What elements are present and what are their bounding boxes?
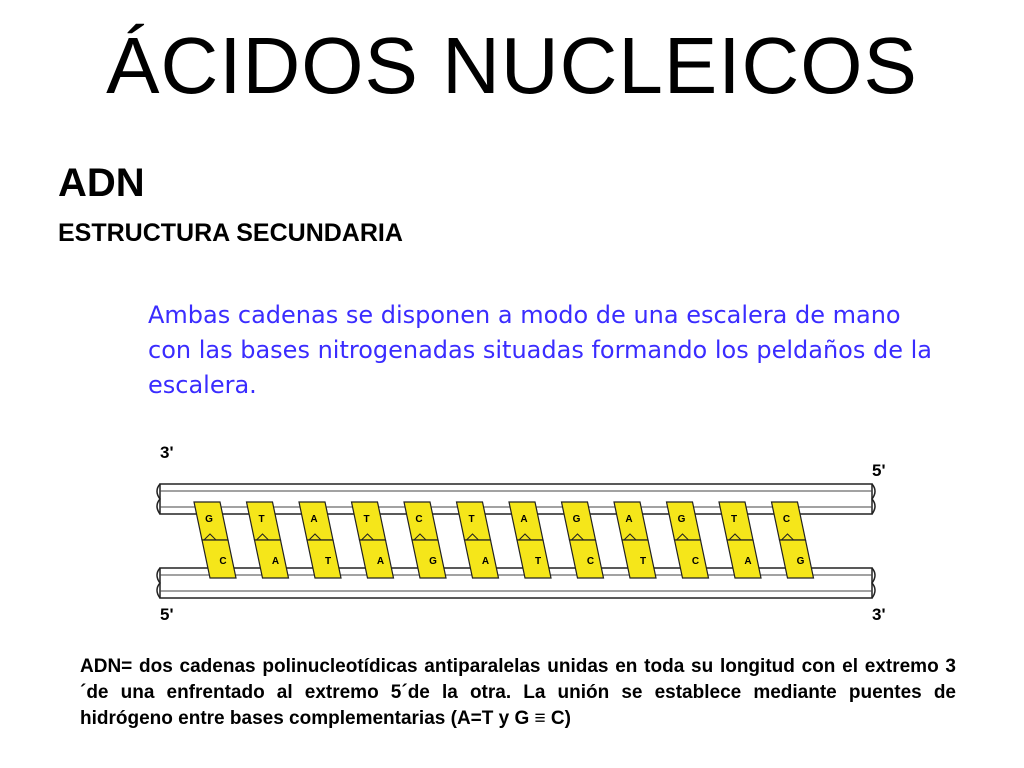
top-base-letter: T xyxy=(730,514,738,525)
label-top-left: 3' xyxy=(160,443,174,462)
figure-caption: Ambas cadenas se disponen a modo de una escalera de mano con las bases nitrogenadas situadas formando los peldaños de la escalera. xyxy=(148,301,932,399)
section-heading: ESTRUCTURA SECUNDARIA xyxy=(58,219,403,247)
label-bottom-left: 5' xyxy=(160,605,174,624)
top-base-letter: A xyxy=(625,514,633,525)
bottom-base-letter: A xyxy=(744,556,752,567)
label-bottom-right: 3' xyxy=(872,605,886,624)
bottom-base-letter: T xyxy=(639,556,647,567)
dna-ladder-diagram xyxy=(140,432,900,637)
top-base-letter: C xyxy=(782,514,791,525)
top-base-letter: G xyxy=(677,514,686,525)
top-base-letter: A xyxy=(520,514,528,525)
bottom-base-letter: A xyxy=(481,556,490,567)
bottom-base-letter: G xyxy=(429,556,437,567)
top-base-letter: G xyxy=(572,514,581,525)
dna-ladder-svg xyxy=(140,432,900,632)
bottom-base-letter: T xyxy=(324,556,332,567)
bottom-base-letter: T xyxy=(534,556,542,567)
top-base-letter: G xyxy=(205,514,213,525)
bottom-base-letter: C xyxy=(586,556,595,567)
bottom-base-letter: A xyxy=(271,556,280,567)
label-top-right: 5' xyxy=(872,461,886,480)
top-base-letter: A xyxy=(310,514,318,525)
top-base-letter: T xyxy=(468,514,475,525)
top-base-letter: T xyxy=(363,514,370,525)
top-base-letter: T xyxy=(258,514,265,525)
slide-subtitle: ADN xyxy=(58,161,145,205)
bottom-base-letter: C xyxy=(691,556,700,567)
top-base-letter: C xyxy=(415,514,423,525)
bottom-base-letter: G xyxy=(796,556,805,567)
bottom-base-letter: A xyxy=(376,556,385,567)
body-paragraph: ADN= dos cadenas polinucleotídicas antiparalelas unidas en toda su longitud con el extremo 3´de una enfrentado al extremo 5´de la otra. La unión se establece mediante puentes de hidrógeno entre bases complementarias (A=T y G ≡ C) xyxy=(80,656,956,729)
slide-title: ÁCIDOS NUCLEICOS xyxy=(106,21,918,110)
bottom-base-letter: C xyxy=(219,556,227,567)
